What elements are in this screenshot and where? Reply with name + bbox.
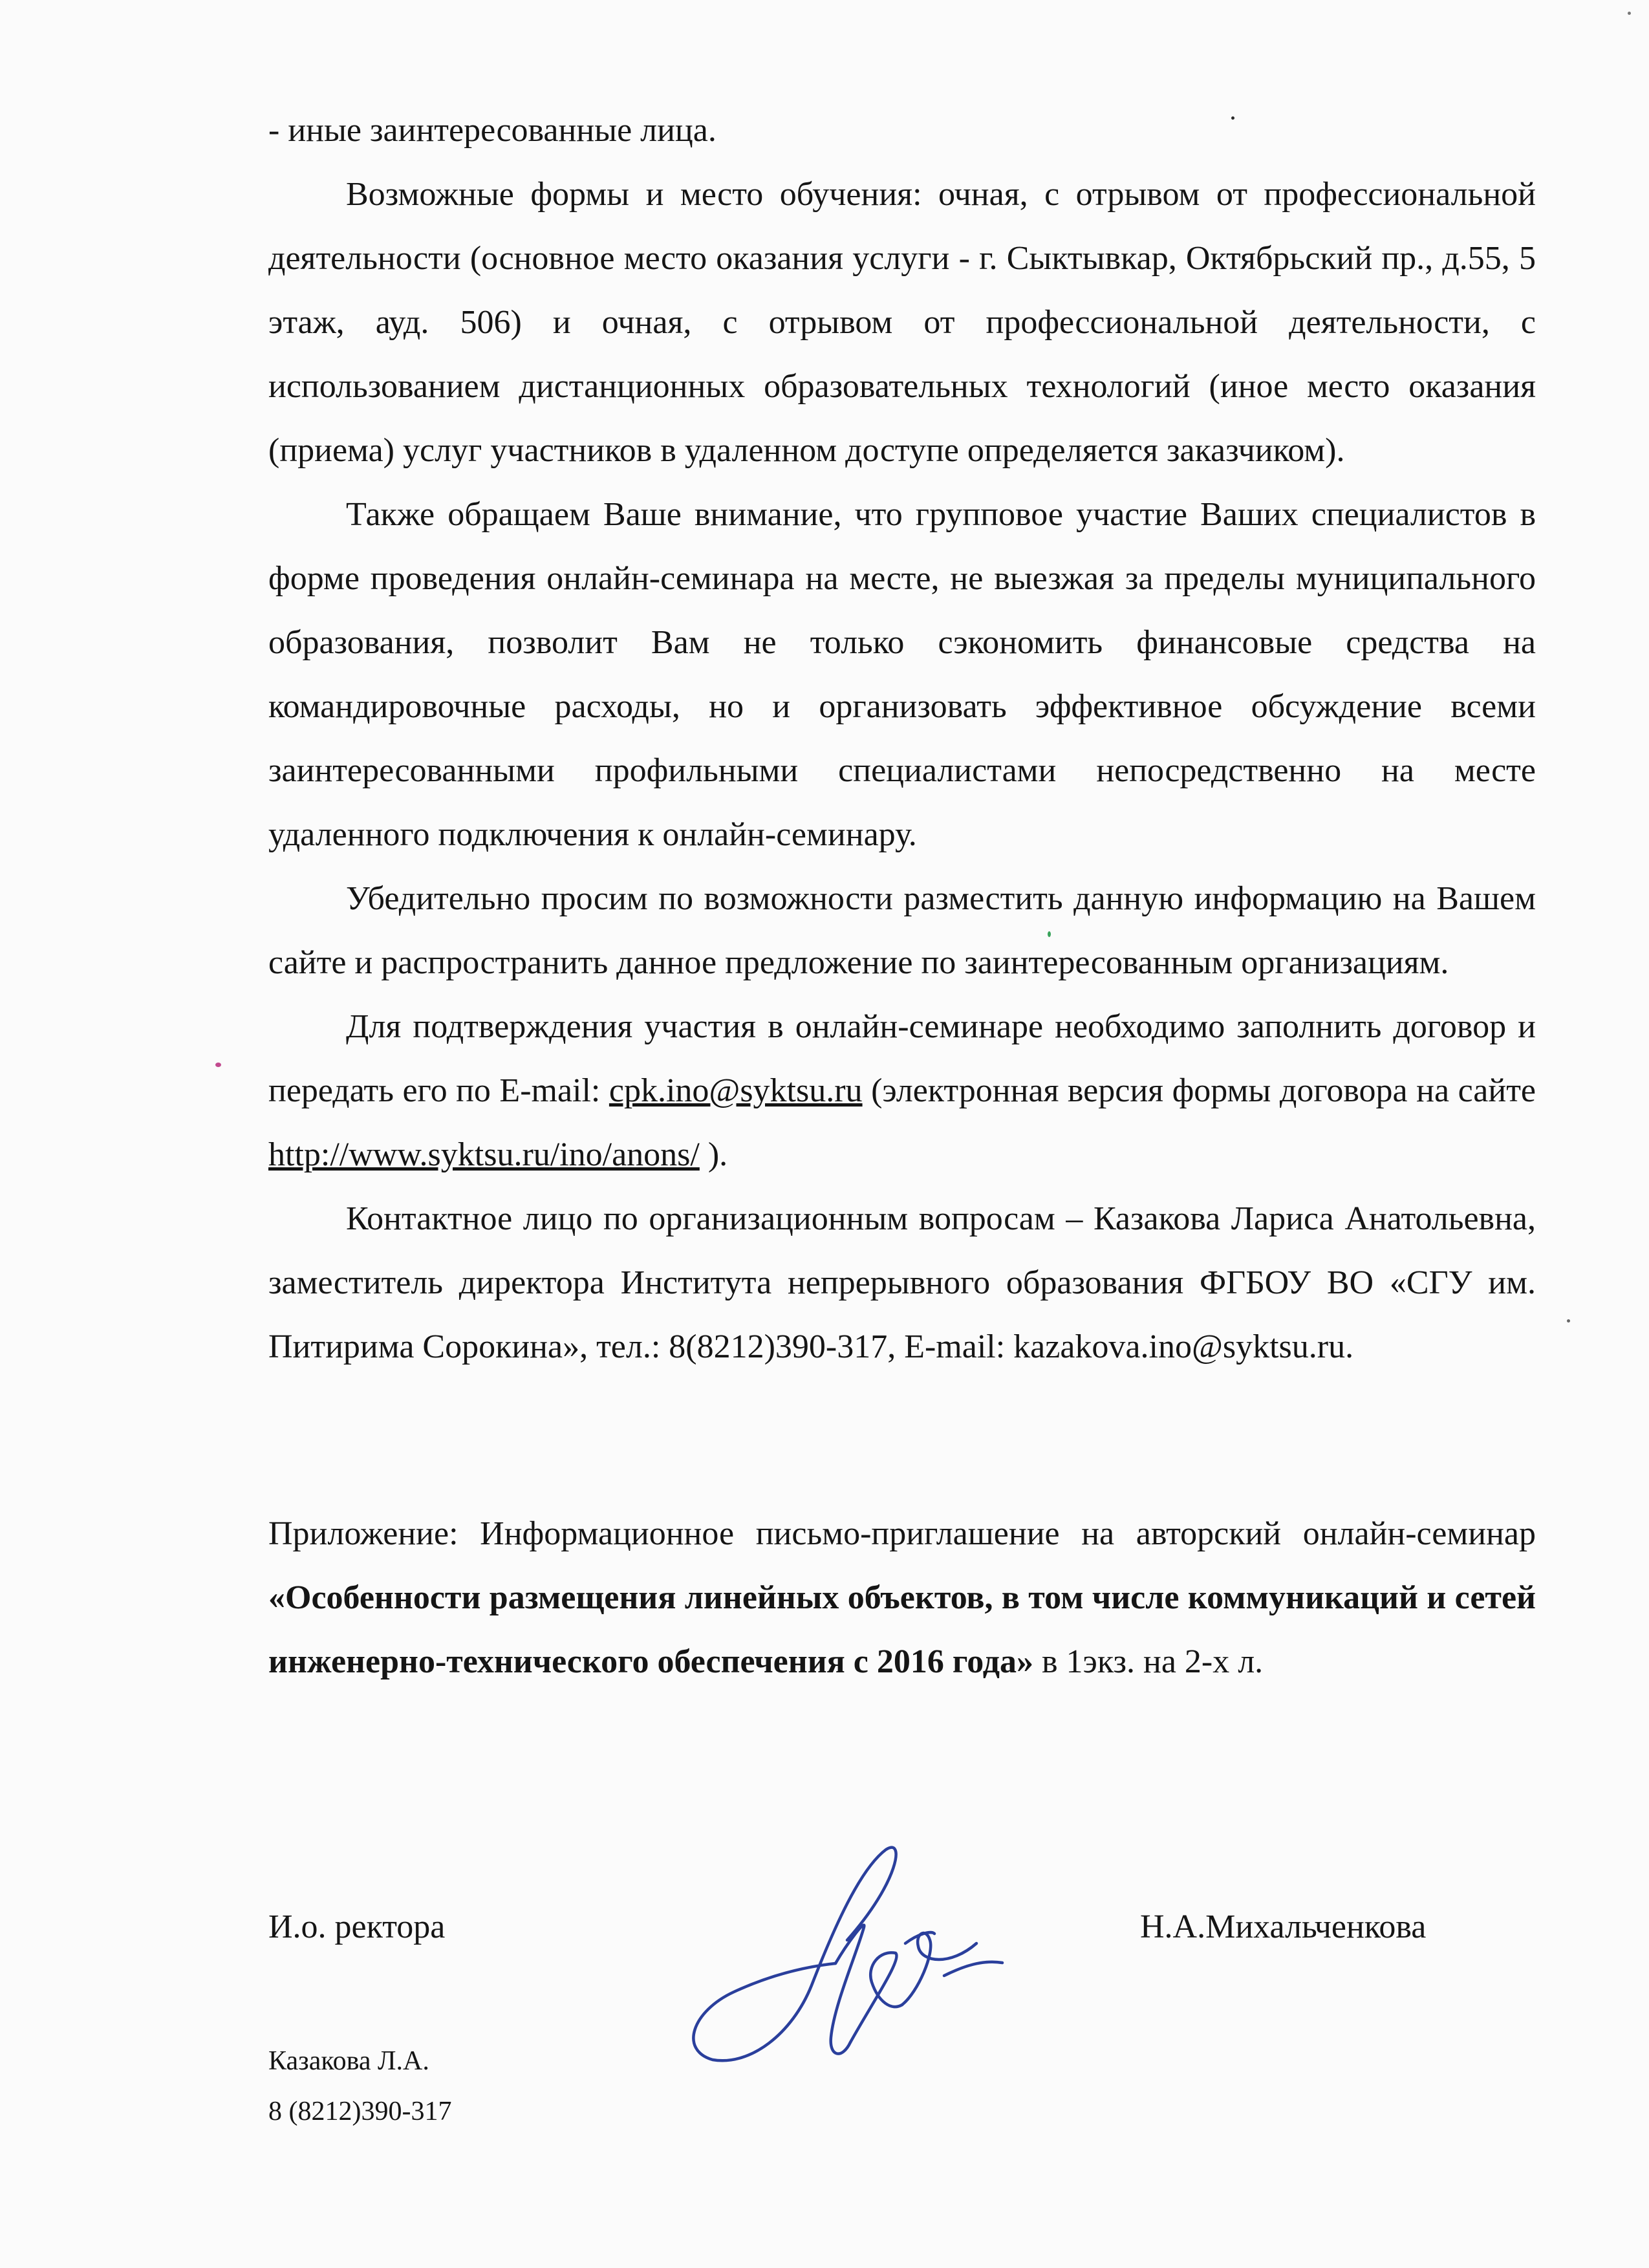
attachment-suffix: в 1экз. на 2-х л. <box>1033 1643 1264 1680</box>
spacer <box>268 1379 1536 1502</box>
email-link[interactable]: cpk.ino@syktsu.ru <box>609 1072 863 1109</box>
executor-block <box>268 2036 451 2137</box>
scan-speck <box>215 1063 221 1067</box>
signer-name: Н.А.Михальченкова <box>1140 1908 1427 1945</box>
scan-speck <box>1231 116 1234 120</box>
attachment-note <box>268 1502 1536 1694</box>
anons-url-link[interactable]: http://www.syktsu.ru/ino/anons/ <box>268 1136 700 1173</box>
signer-position: И.о. ректора <box>268 1908 446 1945</box>
paragraph-study-forms: Возможные формы и место обучения: очная, с отрывом от профессиональной деятельности (основное место оказания услуги - г. Сыктывкар, Октябрьский пр., д.55, 5 этаж, ауд. 506) и очная, с отрывом от профессиональной деятельности, с использованием дистанционных образовательных технологий (иное место оказания (приема) услуг участников в удаленном доступе определяется заказчиком). <box>268 176 1536 469</box>
executor-name: Казакова Л.А. <box>268 2046 429 2076</box>
confirmation-text: Для подтверждения участия в онлайн-семинаре необходимо заполнить договор и передать его по E-mail: <box>268 1008 1536 1109</box>
confirmation-text-3: ). <box>699 1136 728 1173</box>
letter-body <box>268 98 1536 1694</box>
paragraph-contact: Контактное лицо по организационным вопросам – Казакова Лариса Анатольевна, заместитель директора Института непрерывного образования ФГБОУ ВО «СГУ им. Питирима Сорокина», тел.: 8(8212)390-317, E-mail: kazakova.ino@syktsu.ru. <box>268 1200 1536 1365</box>
scan-speck <box>1628 12 1631 15</box>
scan-speck <box>1567 1319 1570 1323</box>
scan-speck <box>1048 931 1051 937</box>
executor-phone: 8 (8212)390-317 <box>268 2097 452 2126</box>
attachment-prefix: Приложение: Информационное письмо-приглашение на авторский онлайн-семинар <box>268 1515 1536 1552</box>
paragraph-group-participation: Также обращаем Ваше внимание, что групповое участие Ваших специалистов в форме проведения онлайн-семинара на месте, не выезжая за пределы муниципального образования, позволит Вам не только сэкономить финансовые средства на командировочные расходы, но и организовать эффективное обсуждение всеми заинтересованными профильными специалистами непосредственно на месте удаленного подключения к онлайн-семинару. <box>268 496 1536 853</box>
handwritten-signature-icon <box>673 1837 1015 2082</box>
confirmation-text-2: (электронная версия формы договора на сайте <box>862 1072 1536 1109</box>
paragraph-request: Убедительно просим по возможности разместить данную информацию на Вашем сайте и распространить данное предложение по заинтересованным организациям. <box>268 880 1536 981</box>
paragraph-confirmation <box>268 995 1536 1187</box>
paragraph-stakeholders: - иные заинтересованные лица. <box>268 112 717 149</box>
seminar-title: «Особенности размещения линейных объектов, в том числе коммуникаций и сетей инженерно-технического обеспечения с 2016 года» <box>268 1579 1536 1680</box>
